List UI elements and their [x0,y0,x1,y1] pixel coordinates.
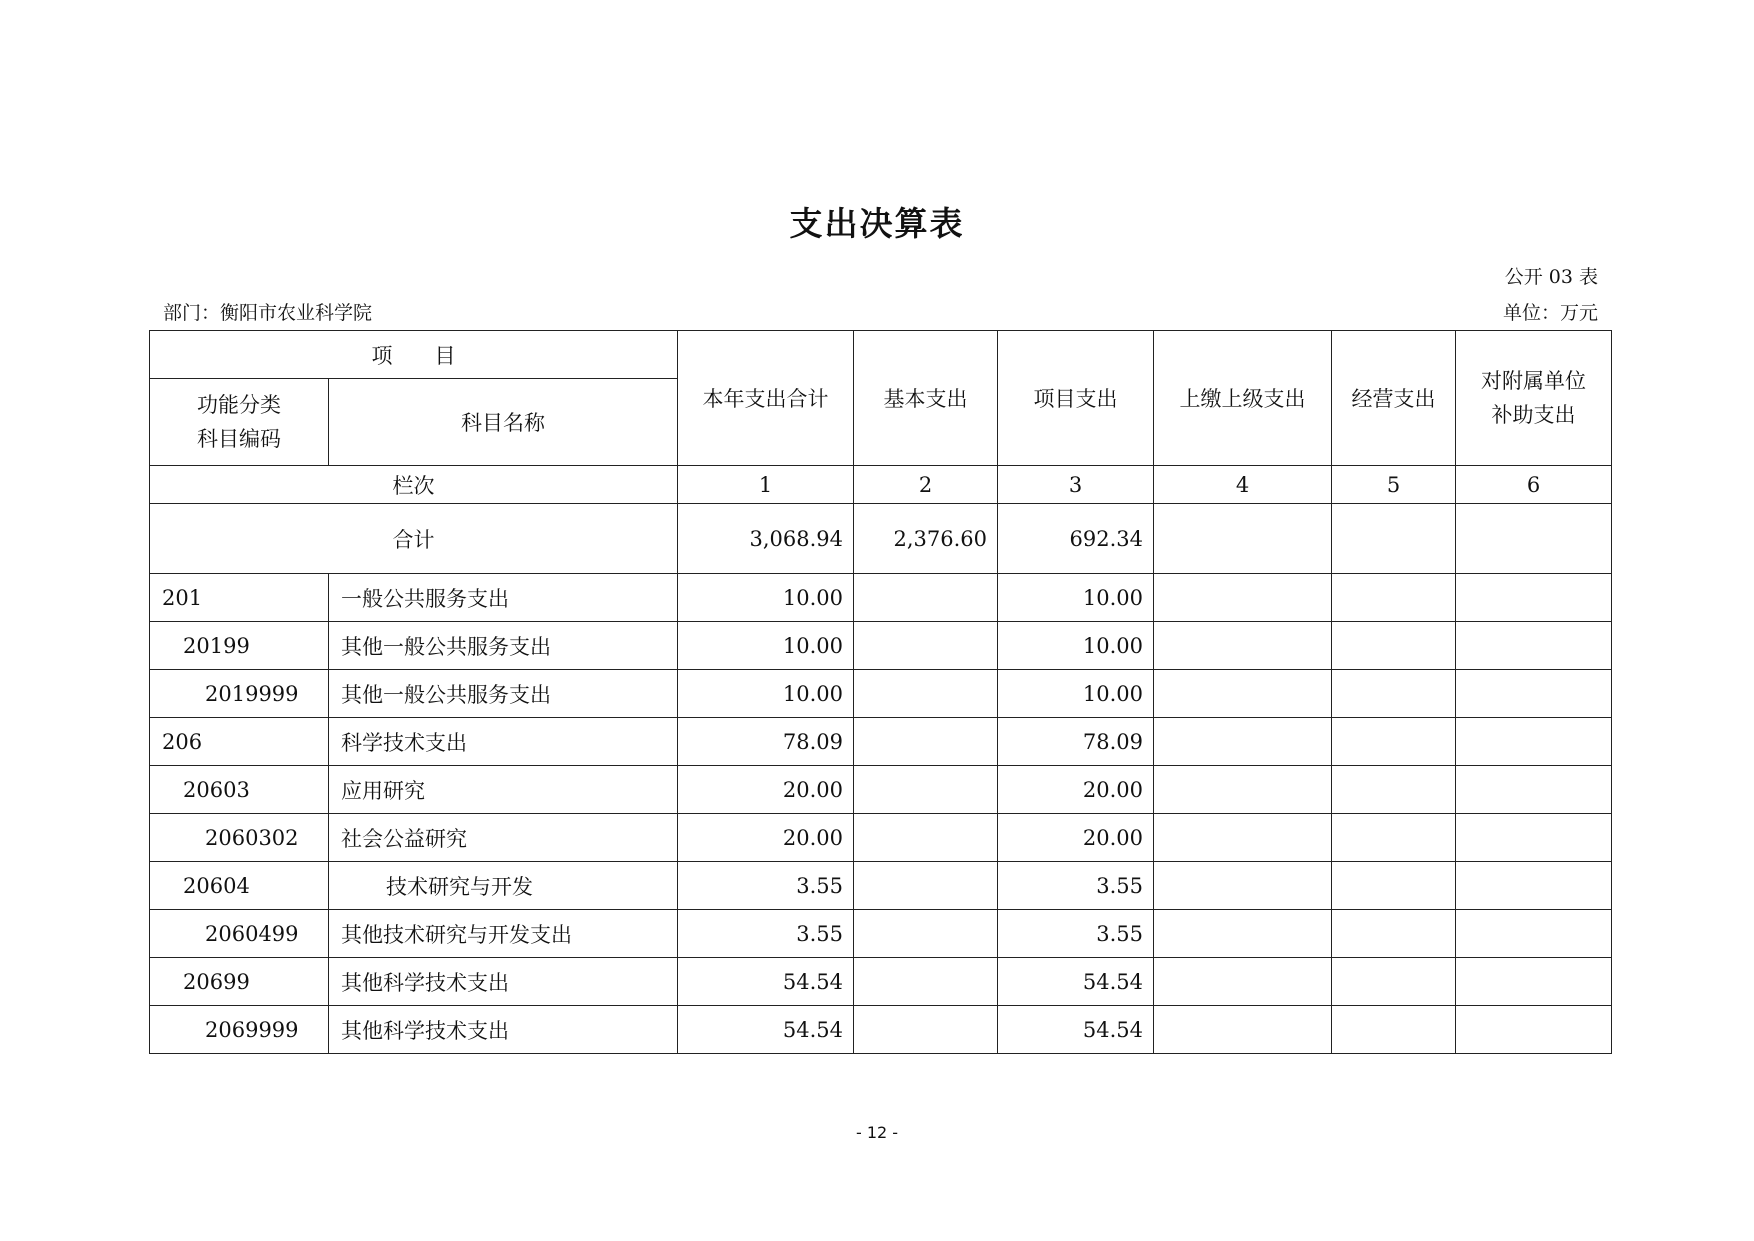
header-upper: 上缴上级支出 [1154,331,1332,466]
column-index-5: 5 [1332,466,1456,504]
row-total: 10.00 [678,574,854,622]
totals-upper [1154,504,1332,574]
row-upper [1154,958,1332,1006]
row-basic [854,670,998,718]
column-index-6: 6 [1456,466,1612,504]
row-name: 技术研究与开发 [329,862,678,910]
row-total: 20.00 [678,766,854,814]
row-project: 10.00 [998,670,1154,718]
column-index-3: 3 [998,466,1154,504]
row-basic [854,718,998,766]
header-basic: 基本支出 [854,331,998,466]
row-business [1332,910,1456,958]
row-basic [854,766,998,814]
row-business [1332,814,1456,862]
row-business [1332,622,1456,670]
row-name: 其他一般公共服务支出 [329,670,678,718]
row-total: 20.00 [678,814,854,862]
row-code: 20603 [150,766,329,814]
row-project: 3.55 [998,862,1154,910]
header-code-line1: 功能分类 [197,393,281,417]
row-project: 20.00 [998,766,1154,814]
totals-basic: 2,376.60 [854,504,998,574]
header-total: 本年支出合计 [678,331,854,466]
column-index-label: 栏次 [150,466,678,504]
row-name: 其他科学技术支出 [329,958,678,1006]
row-subsidy [1456,670,1612,718]
table-row [150,670,1612,718]
row-project: 54.54 [998,1006,1154,1054]
row-code: 20699 [150,958,329,1006]
row-subsidy [1456,574,1612,622]
row-project: 78.09 [998,718,1154,766]
row-subsidy [1456,910,1612,958]
table-row [150,910,1612,958]
page-title: 支出决算表 [789,204,965,243]
row-basic [854,910,998,958]
row-upper [1154,910,1332,958]
header-item: 项 目 [150,331,678,379]
unit-label: 单位：万元 [1502,302,1598,324]
row-total: 78.09 [678,718,854,766]
row-upper [1154,718,1332,766]
department-label: 部门：衡阳市农业科学院 [163,302,373,324]
row-code: 20604 [150,862,329,910]
header-code [150,379,329,466]
row-subsidy [1456,766,1612,814]
header-subsidy-line1: 对附属单位 [1481,369,1586,393]
row-subsidy [1456,718,1612,766]
row-basic [854,814,998,862]
column-index-1: 1 [678,466,854,504]
row-upper [1154,622,1332,670]
table-row [150,814,1612,862]
row-code: 2019999 [150,670,329,718]
row-total: 3.55 [678,862,854,910]
table-row [150,958,1612,1006]
row-subsidy [1456,862,1612,910]
totals-subsidy [1456,504,1612,574]
row-upper [1154,862,1332,910]
table-row [150,1006,1612,1054]
row-name: 其他技术研究与开发支出 [329,910,678,958]
row-code: 201 [150,574,329,622]
row-basic [854,958,998,1006]
totals-total: 3,068.94 [678,504,854,574]
row-name: 一般公共服务支出 [329,574,678,622]
row-project: 54.54 [998,958,1154,1006]
totals-row [150,504,1612,574]
row-total: 54.54 [678,958,854,1006]
row-project: 10.00 [998,622,1154,670]
row-basic [854,1006,998,1054]
row-name: 其他科学技术支出 [329,1006,678,1054]
row-upper [1154,670,1332,718]
row-code: 2069999 [150,1006,329,1054]
table-row [150,622,1612,670]
column-index-2: 2 [854,466,998,504]
row-basic [854,574,998,622]
row-project: 20.00 [998,814,1154,862]
table-row [150,862,1612,910]
header-project: 项目支出 [998,331,1154,466]
row-upper [1154,1006,1332,1054]
row-business [1332,718,1456,766]
table-row [150,718,1612,766]
row-name: 社会公益研究 [329,814,678,862]
header-subsidy [1456,331,1612,466]
row-basic [854,622,998,670]
header-name: 科目名称 [329,379,678,466]
page-number: - 12 - [855,1123,899,1142]
header-business: 经营支出 [1332,331,1456,466]
row-code: 206 [150,718,329,766]
row-code: 20199 [150,622,329,670]
header-subsidy-line2: 补助支出 [1491,403,1576,427]
row-project: 3.55 [998,910,1154,958]
row-code: 2060302 [150,814,329,862]
row-name: 应用研究 [329,766,678,814]
row-business [1332,958,1456,1006]
row-upper [1154,814,1332,862]
row-subsidy [1456,622,1612,670]
row-business [1332,862,1456,910]
row-code: 2060499 [150,910,329,958]
row-upper [1154,766,1332,814]
row-business [1332,574,1456,622]
header-code-line2: 科目编码 [197,427,281,451]
expenditure-table [149,330,1612,1054]
row-name: 其他一般公共服务支出 [329,622,678,670]
table-row [150,766,1612,814]
column-index-4: 4 [1154,466,1332,504]
row-subsidy [1456,958,1612,1006]
row-total: 10.00 [678,622,854,670]
row-business [1332,1006,1456,1054]
row-total: 3.55 [678,910,854,958]
row-project: 10.00 [998,574,1154,622]
form-number: 公开 03 表 [1504,266,1598,288]
row-business [1332,670,1456,718]
totals-label: 合计 [150,504,678,574]
table-row [150,574,1612,622]
totals-business [1332,504,1456,574]
row-business [1332,766,1456,814]
row-basic [854,862,998,910]
row-name: 科学技术支出 [329,718,678,766]
row-upper [1154,574,1332,622]
totals-project: 692.34 [998,504,1154,574]
row-subsidy [1456,814,1612,862]
row-total: 10.00 [678,670,854,718]
row-total: 54.54 [678,1006,854,1054]
row-subsidy [1456,1006,1612,1054]
